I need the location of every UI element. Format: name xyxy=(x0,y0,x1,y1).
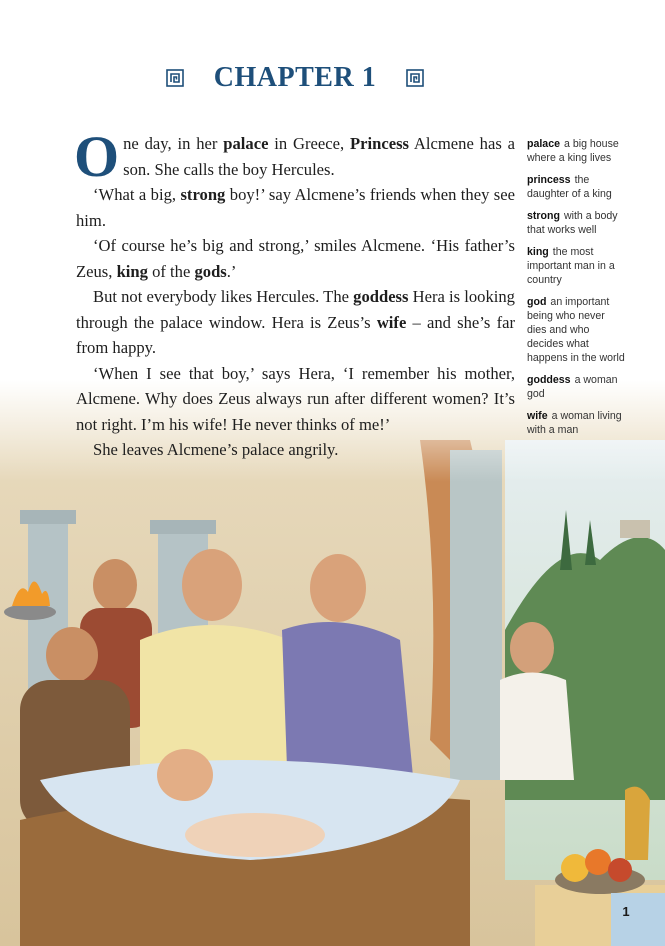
text-run: ‘When I see that boy,’ says Hera, ‘I remember his mother, Alcmene. Why does Zeus always run after different women? It’s not right. I’m his wife! He never thinks of me!’ xyxy=(76,363,515,434)
text-run: ne day, in her xyxy=(123,134,224,153)
text-run: of the xyxy=(147,261,195,281)
text-run: She leaves Alcmene’s palace angrily. xyxy=(93,440,339,459)
glossary-term: palace xyxy=(527,138,560,150)
glossary-definition: an important being who never dies and who decides what happens in the world xyxy=(527,296,625,364)
paragraph-2 xyxy=(76,182,515,233)
drop-cap: O xyxy=(74,124,120,189)
paragraph-1 xyxy=(74,124,515,189)
greek-key-icon xyxy=(406,69,424,87)
glossary-term: strong xyxy=(527,210,560,222)
page-number: 1 xyxy=(622,904,630,919)
glossary-word-palace: palace xyxy=(223,134,269,153)
text-run: Alcmene has a son. She calls the boy Hercules. xyxy=(123,134,515,179)
glossary-definition: a woman living with a man xyxy=(527,410,622,436)
glossary-sidebar xyxy=(527,137,627,445)
glossary-term: goddess xyxy=(527,374,571,386)
glossary-word-strong: strong xyxy=(180,185,226,204)
glossary-definition: with a body that works well xyxy=(527,210,618,236)
glossary-word-wife: wife xyxy=(376,312,407,332)
glossary-word-king: king xyxy=(116,261,148,281)
paragraph-6 xyxy=(76,437,515,463)
glossary-definition: the daughter of a king xyxy=(527,174,612,200)
text-run: Hera is looking through the palace window. Hera is Zeus’s xyxy=(76,287,515,332)
glossary-entry xyxy=(527,245,627,287)
chapter-title: CHAPTER 1 xyxy=(213,62,377,93)
story-text xyxy=(74,124,515,463)
glossary-definition: the most important man in a country xyxy=(527,246,615,286)
paragraph-4 xyxy=(76,284,515,361)
glossary-word-goddess: goddess xyxy=(353,287,409,306)
greek-key-icon xyxy=(166,69,184,87)
glossary-word-princess: Princess xyxy=(350,134,409,153)
glossary-term: king xyxy=(527,246,549,258)
chapter-heading xyxy=(0,62,590,94)
glossary-term: god xyxy=(527,296,547,308)
glossary-term: wife xyxy=(527,410,548,422)
glossary-entry xyxy=(527,209,627,237)
text-run: – and she’s far from happy. xyxy=(76,312,515,357)
text-run: boy!’ say Alcmene’s friends when they see him. xyxy=(76,185,515,230)
illustration-baby-hercules xyxy=(0,380,665,946)
page-number-tab xyxy=(611,893,665,946)
text-run: ‘Of course he’s big and strong,’ smiles Alcmene. ‘His father’s Zeus, xyxy=(76,236,515,281)
glossary-definition: a big house where a king lives xyxy=(527,138,619,164)
glossary-entry xyxy=(527,137,627,165)
paragraph-3 xyxy=(76,233,515,284)
text-run: But not everybody likes Hercules. The xyxy=(93,287,354,306)
glossary-word-gods: gods xyxy=(194,261,227,281)
glossary-entry xyxy=(527,373,627,401)
paragraph-5 xyxy=(76,361,515,438)
glossary-entry xyxy=(527,409,627,437)
glossary-entry xyxy=(527,173,627,201)
text-run: .’ xyxy=(226,261,237,281)
glossary-term: princess xyxy=(527,174,571,186)
glossary-entry xyxy=(527,295,627,365)
text-run: ‘What a big, xyxy=(93,185,181,204)
text-run: in Greece, xyxy=(268,134,350,153)
glossary-definition: a woman god xyxy=(527,374,618,400)
